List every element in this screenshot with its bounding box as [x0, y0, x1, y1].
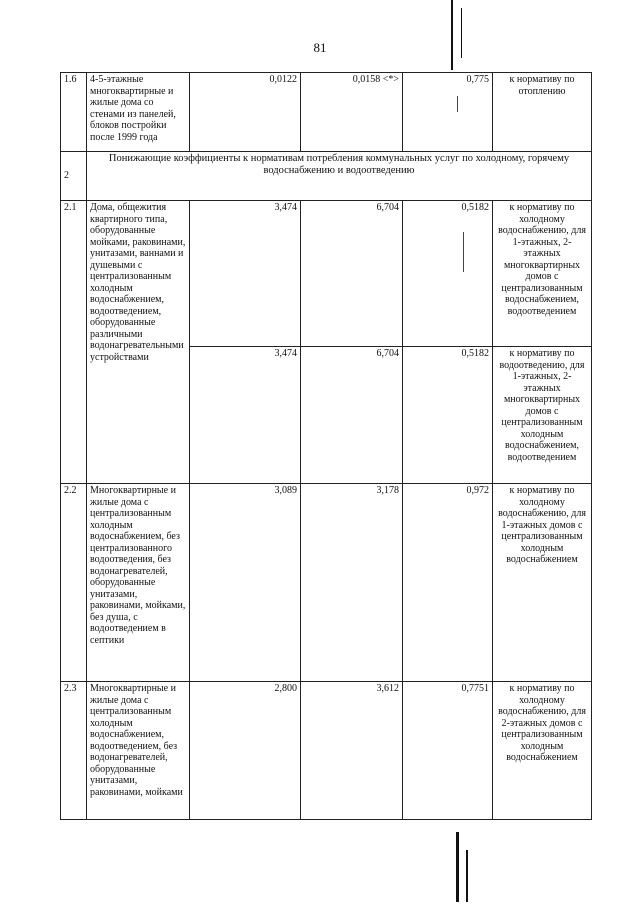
- value-cell: 0,0158 <*>: [301, 73, 403, 152]
- table-row: [61, 73, 592, 152]
- value-cell: 6,704: [301, 347, 403, 484]
- coefficients-table: [60, 72, 592, 820]
- value-cell: 0,7751: [403, 682, 493, 820]
- value-cell: 3,612: [301, 682, 403, 820]
- value-cell: 3,178: [301, 484, 403, 682]
- row-number: 2.2: [61, 484, 87, 682]
- row-description: 4-5-этажные многоквартирные и жилые дома со стенами из панелей, блоков постройки после 1999 года: [87, 73, 190, 152]
- row-description: Дома, общежития квартирного типа, оборудованные мойками, раковинами, унитазами, ваннами и душевыми с централизованным холодным водоснабжением, водоотведением, оборудованные различными водонагревательными устройствами: [87, 201, 190, 484]
- row-number: 2.3: [61, 682, 87, 820]
- section-header-row: [61, 152, 592, 201]
- table-row: [61, 201, 592, 347]
- page-number: 81: [313, 40, 327, 55]
- value-cell: 3,474: [190, 347, 301, 484]
- value-cell: 3,474: [190, 201, 301, 347]
- value-cell: 2,800: [190, 682, 301, 820]
- scan-mark-inner-1: [463, 232, 464, 272]
- scan-mark-inner-2: [457, 96, 458, 112]
- row-description: Многоквартирные и жилые дома с централизованным холодным водоснабжением, водоотведением, без водонагревателей, оборудованные унитазами, раковинами, мойками: [87, 682, 190, 820]
- row-description: Многоквартирные и жилые дома с централизованным холодным водоснабжением, без централизованного водоотведения, без водонагревателей, оборудованные унитазами, раковинами, мойками, без душа, с водоотведением в септики: [87, 484, 190, 682]
- row-number: 1.6: [61, 73, 87, 152]
- table-row: [61, 484, 592, 682]
- section-title: Понижающие коэффициенты к нормативам потребления коммунальных услуг по холодному, горячему водоснабжению и водоотведению: [87, 152, 592, 201]
- section-number: 2: [61, 152, 87, 201]
- value-cell: 0,972: [403, 484, 493, 682]
- note-cell: к нормативу по водоотведению, для 1-этажных, 2-этажных многоквартирных домов с централизованным холодным водоснабжением, водоотведением: [493, 347, 592, 484]
- scan-mark-bottom-2: [466, 850, 468, 902]
- value-cell: 6,704: [301, 201, 403, 347]
- row-number: 2.1: [61, 201, 87, 484]
- scan-mark-bottom: [456, 832, 459, 902]
- note-cell: к нормативу по холодному водоснабжению, для 1-этажных домов с централизованным холодным водоснабжением: [493, 484, 592, 682]
- table-row: [61, 682, 592, 820]
- value-cell: 0,775: [403, 73, 493, 152]
- value-cell: 0,5182: [403, 201, 493, 347]
- scan-mark-top: [451, 0, 453, 70]
- value-cell: 0,5182: [403, 347, 493, 484]
- note-cell: к нормативу по холодному водоснабжению, для 1-этажных, 2-этажных многоквартирных домов с централизованным водоснабжением, водоотведением: [493, 201, 592, 347]
- value-cell: 0,0122: [190, 73, 301, 152]
- note-cell: к нормативу по отоплению: [493, 73, 592, 152]
- note-cell: к нормативу по холодному водоснабжению, для 2-этажных домов с централизованным холодным водоснабжением: [493, 682, 592, 820]
- value-cell: 3,089: [190, 484, 301, 682]
